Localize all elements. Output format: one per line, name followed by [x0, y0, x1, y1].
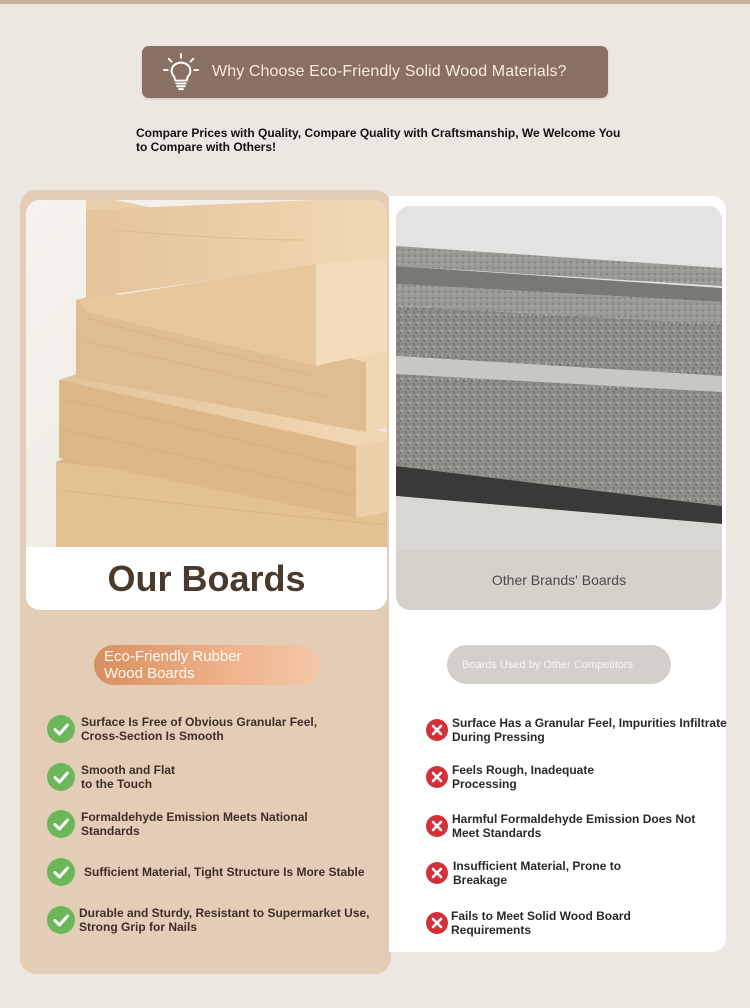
our-boards-title: Our Boards	[107, 557, 306, 599]
header-banner	[142, 46, 608, 98]
feature-text-line: Standards	[81, 824, 140, 838]
check-icon	[47, 858, 75, 886]
other-material-pill: Boards Used by Other Competitors	[447, 645, 671, 684]
feature-text-line: Insufficient Material, Prone to	[453, 859, 622, 873]
feature-text-line: Cross-Section Is Smooth	[81, 729, 224, 743]
feature-text-line: Sufficient Material, Tight Structure Is More Stable	[84, 865, 365, 879]
cross-icon	[426, 912, 448, 934]
wood-boards-photo	[26, 200, 387, 547]
other-feature-item	[426, 763, 594, 791]
cross-icon	[426, 719, 448, 741]
our-feature-item	[47, 763, 175, 791]
header-title: Why Choose Eco-Friendly Solid Wood Materials?	[212, 63, 567, 80]
feature-text-line: to the Touch	[81, 777, 153, 791]
check-icon	[47, 906, 75, 934]
feature-text-line: During Pressing	[452, 730, 545, 744]
lightbulb-icon	[162, 52, 200, 92]
feature-text-line: Surface Is Free of Obvious Granular Feel,	[81, 715, 318, 729]
feature-text-line: Meet Standards	[452, 826, 542, 840]
top-accent-strip	[0, 0, 750, 4]
check-icon	[47, 763, 75, 791]
other-feature-item	[426, 859, 621, 887]
feature-text-line: Fails to Meet Solid Wood Board	[451, 909, 631, 923]
our-feature-item	[47, 715, 317, 743]
other-brands-card	[396, 206, 722, 610]
cross-icon	[426, 862, 448, 884]
our-pill-line1: Eco-Friendly Rubber	[104, 648, 242, 665]
our-pill-line2: Wood Boards	[104, 665, 195, 682]
feature-text-line: Processing	[452, 777, 517, 791]
check-icon	[47, 810, 75, 838]
our-feature-item	[47, 858, 365, 886]
feature-text-line: Feels Rough, Inadequate	[452, 763, 595, 777]
cross-icon	[426, 815, 448, 837]
feature-text-line: Strong Grip for Nails	[79, 920, 198, 934]
feature-text-line: Surface Has a Granular Feel, Impurities Infiltrate	[452, 716, 727, 730]
other-feature-item	[426, 909, 631, 937]
other-feature-item	[426, 716, 727, 744]
cross-icon	[426, 766, 448, 788]
check-icon	[47, 715, 75, 743]
feature-text-line: Formaldehyde Emission Meets National	[81, 810, 308, 824]
our-material-pill	[94, 645, 320, 685]
our-feature-item	[47, 906, 370, 934]
our-boards-card	[26, 200, 387, 610]
our-feature-item	[47, 810, 308, 838]
feature-text-line: Smooth and Flat	[81, 763, 175, 777]
feature-text-line: Requirements	[451, 923, 532, 937]
other-brands-title: Other Brands' Boards	[491, 572, 627, 588]
other-feature-item	[426, 812, 695, 840]
particle-board-photo	[396, 206, 722, 550]
feature-text-line: Durable and Sturdy, Resistant to Supermarket Use,	[79, 906, 370, 920]
feature-text-line: Breakage	[453, 873, 508, 887]
intro-text: Compare Prices with Quality, Compare Quality with Craftsmanship, We Welcome You to Compare with Others!	[136, 126, 621, 154]
feature-text-line: Harmful Formaldehyde Emission Does Not	[452, 812, 696, 826]
